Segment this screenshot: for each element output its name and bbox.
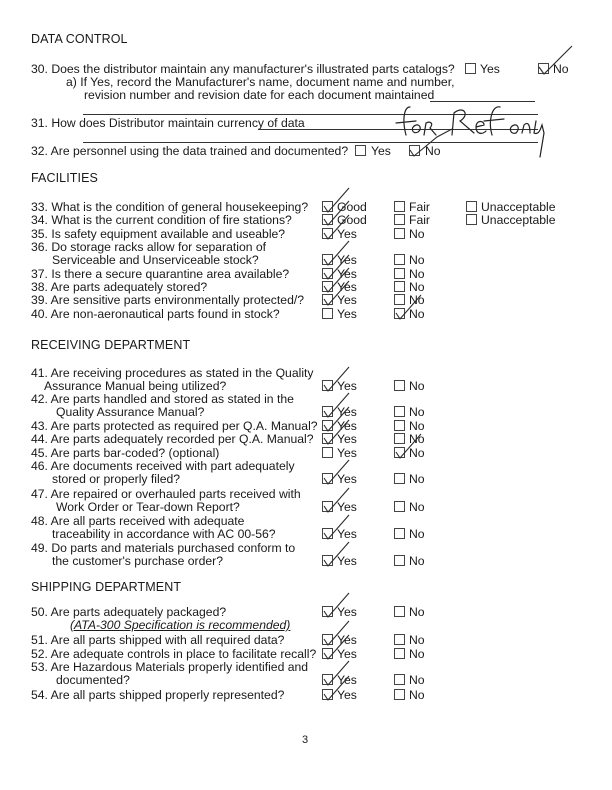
option-label-no: No [409,307,425,321]
checkbox-no[interactable] [394,501,405,512]
option-label-no: No [409,253,425,267]
option-label-yes: Yes [337,227,357,241]
q30-no-checkbox[interactable] [538,63,549,74]
q31-answer-line [258,129,538,130]
checkbox-no[interactable] [394,268,405,279]
option-label-yes: Yes [337,446,357,460]
checkbox-no[interactable] [394,528,405,539]
question-text-continued: Serviceable and Unserviceable stock? [52,253,259,267]
option-label-no: No [409,419,425,433]
checkbox-yes[interactable] [322,689,333,700]
option-label-no: No [409,280,425,294]
checkbox-yes[interactable] [322,606,333,617]
checkbox-no[interactable] [394,555,405,566]
option-label-good: Good [337,200,367,214]
q30-no-label: No [553,62,569,76]
question-31-text: 31. How does Distributor maintain currency of data [31,116,305,130]
checkbox-no[interactable] [394,294,405,305]
question-text: 49. Do parts and materials purchased conform to [31,541,296,555]
checkbox-good[interactable] [322,201,333,212]
section-heading-facilities: FACILITIES [31,171,98,185]
q32-no-checkbox[interactable] [409,145,420,156]
checkbox-yes[interactable] [322,294,333,305]
checkbox-no[interactable] [394,281,405,292]
question-text: 40. Are non-aeronautical parts found in stock? [31,307,280,321]
option-label-yes: Yes [337,405,357,419]
checkbox-no[interactable] [394,648,405,659]
option-label-yes: Yes [337,419,357,433]
option-label-no: No [409,647,425,661]
question-text: 34. What is the current condition of fire stations? [31,213,292,227]
option-label-no: No [409,605,425,619]
q32-yes-label: Yes [371,144,391,158]
option-label-no: No [409,446,425,460]
question-text: 35. Is safety equipment available and useable? [31,227,286,241]
checkbox-no[interactable] [394,228,405,239]
question-30a-line2: revision number and revision date for each document maintained [84,88,435,102]
question-text: 37. Is there a secure quarantine area available? [31,267,290,281]
checkbox-no[interactable] [394,433,405,444]
checkbox-no[interactable] [394,380,405,391]
checkbox-yes[interactable] [322,406,333,417]
option-label-no: No [409,554,425,568]
option-label-yes: Yes [337,432,357,446]
question-text-continued: Work Order or Tear-down Report? [56,500,240,514]
question-text: 44. Are parts adequately recorded per Q.A. Manual? [31,432,314,446]
question-text: 36. Do storage racks allow for separation of [31,240,267,254]
option-label-yes: Yes [337,647,357,661]
q30-yes-checkbox[interactable] [465,63,476,74]
checkbox-good[interactable] [322,214,333,225]
option-label-unacceptable: Unacceptable [481,213,556,227]
question-note: (ATA-300 Specification is recommended) [70,618,291,632]
question-text-continued: Quality Assurance Manual? [56,405,205,419]
question-text: 50. Are parts adequately packaged? [31,605,227,619]
option-label-yes: Yes [337,633,357,647]
q31-answer-line-2 [83,142,538,143]
question-text: 38. Are parts adequately stored? [31,280,208,294]
option-label-yes: Yes [337,280,357,294]
option-label-yes: Yes [337,379,357,393]
question-32-text: 32. Are personnel using the data trained and documented? [31,144,349,158]
checkbox-unacceptable[interactable] [466,214,477,225]
question-text-continued: documented? [56,673,130,687]
question-text: 33. What is the condition of general housekeeping? [31,200,309,214]
option-label-no: No [409,267,425,281]
q31-handwritten-answer [380,95,560,161]
checkbox-fair[interactable] [394,201,405,212]
option-label-no: No [409,405,425,419]
checkbox-yes[interactable] [322,228,333,239]
question-30-text: 30. Does the distributor maintain any manufacturer's illustrated parts catalogs? [31,62,455,76]
checkbox-yes[interactable] [322,380,333,391]
option-label-good: Good [337,213,367,227]
section-heading-shipping: SHIPPING DEPARTMENT [31,580,182,594]
checkbox-yes[interactable] [322,501,333,512]
checkbox-yes[interactable] [322,281,333,292]
question-text: 52. Are adequate controls in place to facilitate recall? [31,647,317,661]
option-label-no: No [409,432,425,446]
option-label-no: No [409,500,425,514]
question-text: 39. Are sensitive parts environmentally protected/? [31,293,305,307]
checkbox-no[interactable] [394,254,405,265]
q30a-answer-line [430,101,535,102]
option-label-fair: Fair [409,213,430,227]
question-text: 48. Are all parts received with adequate [31,514,245,528]
option-label-yes: Yes [337,293,357,307]
q30a-answer-line-2 [83,114,538,115]
checkbox-no[interactable] [394,447,405,458]
q30-yes-label: Yes [480,62,500,76]
checkbox-yes[interactable] [322,634,333,645]
checkbox-no[interactable] [394,473,405,484]
checkbox-yes[interactable] [322,528,333,539]
checkbox-no[interactable] [394,634,405,645]
question-text: 41. Are receiving procedures as stated in the Quality [31,366,314,380]
q32-yes-checkbox[interactable] [355,145,366,156]
question-text: 47. Are repaired or overhauled parts received with [31,487,301,501]
option-label-no: No [409,673,425,687]
checkbox-yes[interactable] [322,254,333,265]
option-label-yes: Yes [337,673,357,687]
checkbox-yes[interactable] [322,674,333,685]
checkbox-no[interactable] [394,308,405,319]
page-number: 3 [302,734,309,746]
option-label-no: No [409,293,425,307]
option-label-yes: Yes [337,267,357,281]
section-heading-receiving: RECEIVING DEPARTMENT [31,338,191,352]
checkbox-yes[interactable] [322,433,333,444]
option-label-yes: Yes [337,253,357,267]
option-label-yes: Yes [337,307,357,321]
question-text-continued: the customer's purchase order? [52,554,224,568]
checkbox-no[interactable] [394,606,405,617]
option-label-no: No [409,633,425,647]
option-label-unacceptable: Unacceptable [481,200,556,214]
section-heading-data-control: DATA CONTROL [31,32,128,46]
question-text-continued: Assurance Manual being utilized? [44,379,227,393]
question-30a-line1: a) If Yes, record the Manufacturer's name, document name and number, [66,75,455,89]
q32-no-label: No [425,144,441,158]
question-text: 51. Are all parts shipped with all required data? [31,633,285,647]
checkbox-fair[interactable] [394,214,405,225]
option-label-yes: Yes [337,688,357,702]
checkbox-yes[interactable] [322,268,333,279]
option-label-yes: Yes [337,554,357,568]
checkbox-yes[interactable] [322,648,333,659]
checkbox-yes[interactable] [322,473,333,484]
checkbox-yes[interactable] [322,308,333,319]
checkbox-no[interactable] [394,674,405,685]
question-text: 53. Are Hazardous Materials properly identified and [31,660,309,674]
checkbox-unacceptable[interactable] [466,201,477,212]
option-label-no: No [409,527,425,541]
option-label-yes: Yes [337,472,357,486]
question-text: 43. Are parts protected as required per Q.A. Manual? [31,419,318,433]
option-label-fair: Fair [409,200,430,214]
option-label-yes: Yes [337,605,357,619]
checkbox-no[interactable] [394,420,405,431]
checkbox-yes[interactable] [322,420,333,431]
option-label-yes: Yes [337,500,357,514]
option-label-no: No [409,472,425,486]
question-text: 45. Are parts bar-coded? (optional) [31,446,220,460]
checkbox-no[interactable] [394,406,405,417]
checkbox-no[interactable] [394,689,405,700]
option-label-no: No [409,688,425,702]
question-text-continued: stored or properly filed? [52,472,181,486]
option-label-no: No [409,227,425,241]
question-text: 46. Are documents received with part adequately [31,459,295,473]
option-label-no: No [409,379,425,393]
question-text: 54. Are all parts shipped properly represented? [31,688,285,702]
question-text: 42. Are parts handled and stored as stated in the [31,392,294,406]
checkbox-yes[interactable] [322,447,333,458]
option-label-yes: Yes [337,527,357,541]
question-text-continued: traceability in accordance with AC 00-56? [52,527,276,541]
checkbox-yes[interactable] [322,555,333,566]
